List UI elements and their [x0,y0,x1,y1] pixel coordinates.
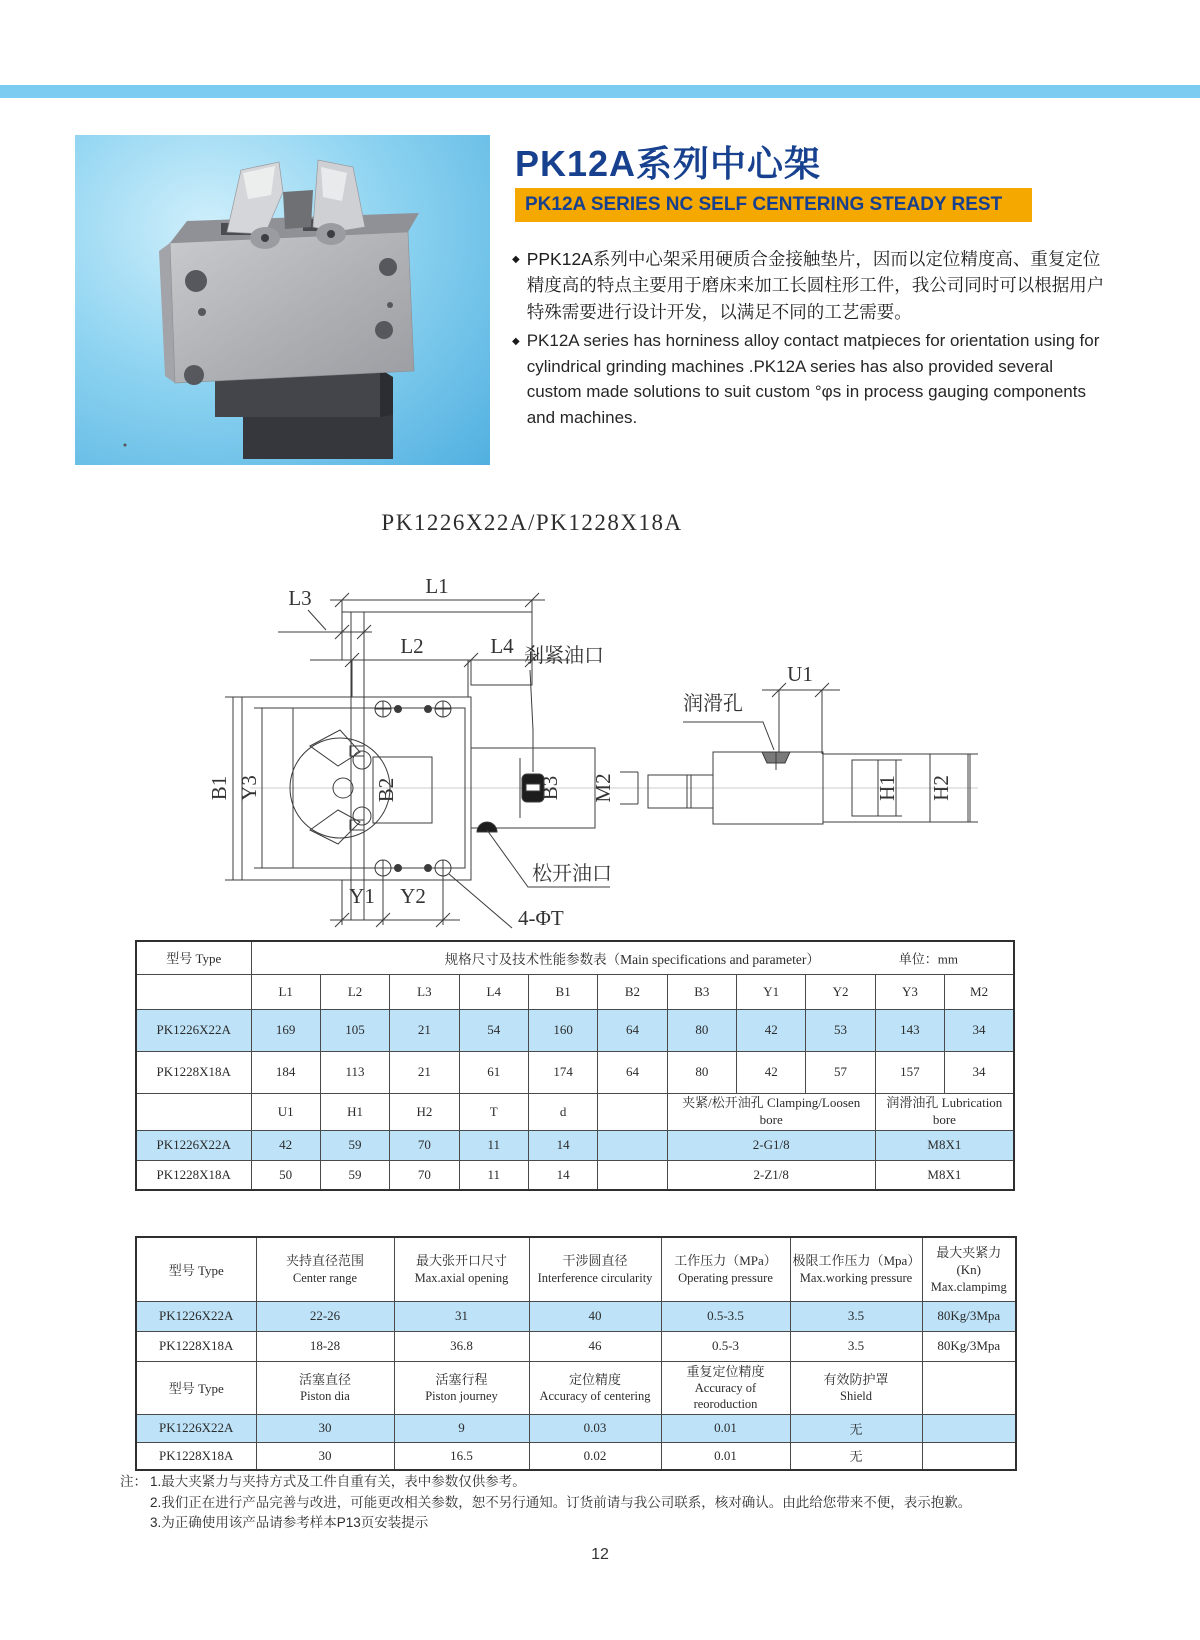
intro-en-text: PK12A series has horniness alloy contact matpieces for orientation using for cylindrical grinding machines .PK12A series has also provided several custom made solutions to suit custom °φs in process gauging components and machines. [526,330,1100,428]
model-cell: PK1226X22A [136,1130,251,1160]
series-banner: PK12A SERIES NC SELF CENTERING STEADY REST [515,188,1032,222]
col-header: 夹持直径范围 Center range [256,1237,394,1301]
clamp-port-label: 刹紧油口 [524,645,604,667]
dim-label-l4: L4 [490,634,514,658]
table1-unit: 单位：mm [898,951,958,967]
col-header: U1 [251,1093,320,1130]
dim-label-l3: L3 [288,586,312,610]
page-number: 12 [591,1546,609,1563]
col-header: Y3 [875,974,944,1009]
col-header: T [459,1093,528,1130]
col-header: L1 [251,974,320,1009]
col-header: Y2 [806,974,875,1009]
table-row: PK1228X18A 18-28 36.8 46 0.5-3 3.5 80Kg/3Mpa [136,1331,1016,1361]
steady-rest-illustration [75,135,490,465]
col-header: L4 [459,974,528,1009]
col-header: 最大张开口尺寸 Max.axial opening [394,1237,529,1301]
top-accent-stripe [0,85,1200,98]
dimensions-table [135,940,1015,1191]
col-header: 活塞直径 Piston dia [256,1361,394,1414]
col-header: H1 [320,1093,389,1130]
col-header: 极限工作压力（Mpa） Max.working pressure [790,1237,922,1301]
dim-label-y3: Y3 [237,775,261,801]
col-header: 最大夹紧力(Kn) Max.clampimg [922,1237,1016,1301]
table-row: PK1226X22A 22-26 31 40 0.5-3.5 3.5 80Kg/3Mpa [136,1301,1016,1331]
intro-bullet-cn [512,246,1108,325]
table-row: PK1226X22A 169 105 21 54 160 64 80 42 53 143 34 [136,1009,1014,1051]
type-header: 型号 Type [136,941,251,974]
col-header: H2 [390,1093,459,1130]
intro-cn-text: PPK12A系列中心架采用硬质合金接触垫片，因而以定位精度高、重复定位精度高的特点主要用于磨床来加工长圆柱形工件，我公司同时可以根据用户特殊需要进行设计开发，以满足不同的工艺需要。 [526,249,1105,322]
model-cell: PK1228X18A [136,1442,256,1470]
model-cell: PK1228X18A [136,1160,251,1190]
technical-drawing [190,500,980,940]
col-header-bore: 润滑油孔 Lubrication bore [875,1093,1014,1130]
col-header: 工作压力（MPa） Operating pressure [661,1237,790,1301]
dim-label-h1: H1 [875,775,899,801]
model-cell: PK1228X18A [136,1331,256,1361]
model-cell: PK1226X22A [136,1301,256,1331]
table-row: PK1226X22A 42 59 70 11 14 2-G1/8 M8X1 [136,1130,1014,1160]
col-header: d [528,1093,597,1130]
model-cell: PK1226X22A [136,1414,256,1442]
note-item: 1.最大夹紧力与夹持方式及工件自重有关，表中参数仅供参考。 [150,1474,526,1489]
dim-label-l2: L2 [400,634,424,658]
dim-label-b3: B3 [538,775,562,801]
page-title: PK12A系列中心架 [515,143,822,184]
col-header: Y1 [737,974,806,1009]
dim-label-b2: B2 [374,777,398,803]
dim-label-h2: H2 [929,775,953,801]
table-row: PK1228X18A 50 59 70 11 14 2-Z1/8 M8X1 [136,1160,1014,1190]
dim-label-b1: B1 [207,775,231,801]
lube-hole-label: 润滑孔 [683,693,743,715]
diamond-bullet-icon: ◆ [512,335,520,347]
footnotes [120,1472,1120,1534]
table-row: PK1228X18A 184 113 21 61 174 64 80 42 57 157 34 [136,1051,1014,1093]
col-header: M2 [945,974,1014,1009]
table1-title: 规格尺寸及技术性能参数表（Main specifications and parameter） [444,951,820,967]
col-header: B3 [667,974,736,1009]
intro-bullet-en [512,328,1108,431]
dim-label-y1: Y1 [349,884,375,908]
table1-title-cell [251,941,1014,974]
col-header: B1 [528,974,597,1009]
col-header: 干涉圆直径 Interference circularity [529,1237,661,1301]
col-header: B2 [598,974,667,1009]
col-header: 定位精度 Accuracy of centering [529,1361,661,1414]
model-cell: PK1226X22A [136,1009,251,1051]
note-item: 2.我们正在进行产品完善与改进，可能更改相关参数，恕不另行通知。订货前请与我公司联系，核对确认。由此给您带来不便，表示抱歉。 [150,1494,972,1510]
dim-label-u1: U1 [787,662,813,686]
model-cell: PK1228X18A [136,1051,251,1093]
dim-label-y2: Y2 [400,884,426,908]
col-header-port: 夹紧/松开油孔 Clamping/Loosen bore [667,1093,875,1130]
bolt-note-label: 4-ΦT [518,906,564,930]
loosen-port-label: 松开油口 [532,863,612,885]
table-row: PK1228X18A 30 16.5 0.02 0.01 无 [136,1442,1016,1470]
performance-table [135,1236,1017,1471]
dim-label-m2: M2 [591,773,615,803]
note-item: 3.为正确使用该产品请参考样本P13页安装提示 [150,1515,429,1531]
drawing-title: PK1226X22A/PK1228X18A [381,510,683,535]
col-header: 活塞行程 Piston journey [394,1361,529,1414]
notes-label: 注： [120,1474,147,1489]
diamond-bullet-icon: ◆ [512,254,520,265]
col-header: L2 [320,974,389,1009]
col-header: L3 [390,974,459,1009]
col-header: 有效防护罩 Shield [790,1361,922,1414]
product-photo [75,135,490,465]
dim-label-l1: L1 [425,574,449,598]
col-header: 重复定位精度 Accuracy of reoroduction [661,1361,790,1414]
intro-text [512,246,1108,434]
type-header: 型号 Type [136,1361,256,1414]
table-row: PK1226X22A 30 9 0.03 0.01 无 [136,1414,1016,1442]
type-header: 型号 Type [136,1237,256,1301]
